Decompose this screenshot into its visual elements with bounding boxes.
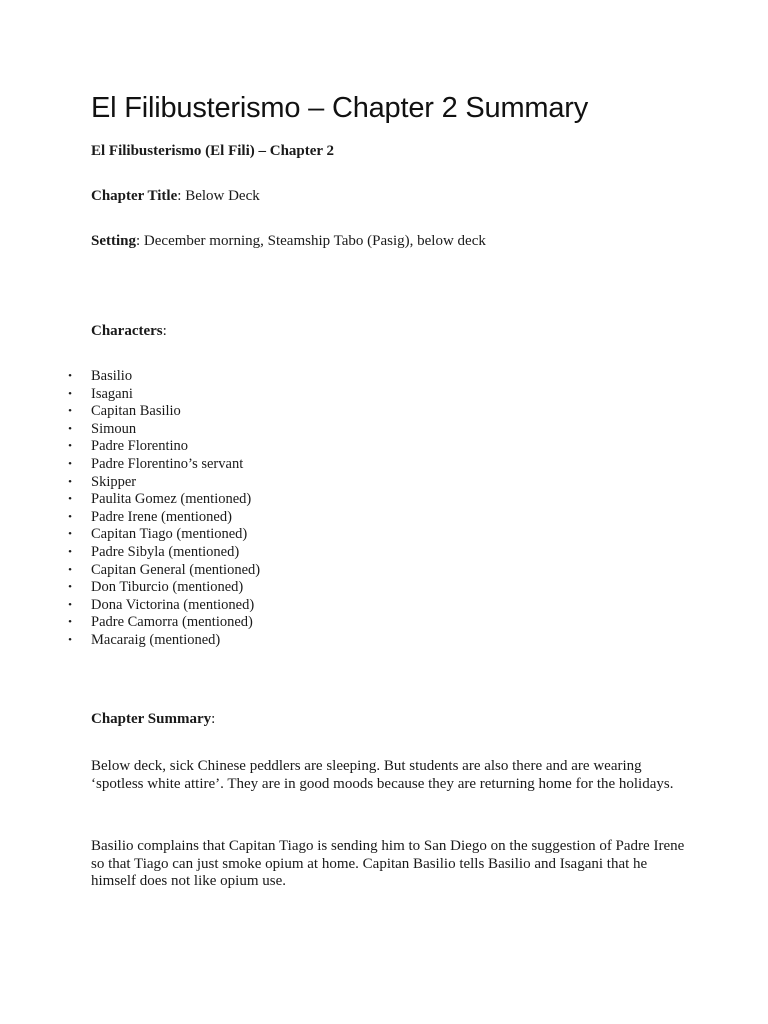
list-item [67, 403, 260, 421]
summary-paragraph: Below deck, sick Chinese peddlers are sleeping. But students are also there and are wearing ‘spotless white attire’. They are in good moods because they are returning home for the holidays. [91, 758, 674, 792]
list-item-text: Macaraig (mentioned) [91, 631, 221, 648]
bullet-icon: • [68, 457, 72, 470]
bullet-icon: • [68, 405, 72, 418]
summary-heading [91, 711, 215, 728]
setting-label: Setting [91, 233, 136, 249]
list-item [67, 526, 260, 544]
bullet-icon: • [68, 370, 72, 382]
list-item [67, 544, 260, 562]
bullet-icon: • [68, 598, 72, 611]
characters-heading [91, 323, 167, 340]
list-item-text: Padre Florentino’s servant [91, 455, 244, 472]
summary-paragraph: Basilio complains that Capitan Tiago is sending him to San Diego on the suggestion of Padre Irene so that Tiago can just smoke opium at home. Capitan Basilio tells Basilio and Isagani that he himself does not like opium use. [91, 838, 685, 890]
list-item [67, 579, 260, 597]
list-item [67, 368, 260, 386]
list-item-text: Dona Victorina (mentioned) [91, 596, 255, 613]
list-item [67, 632, 260, 650]
bullet-icon: • [68, 528, 72, 541]
setting-value: December morning, Steamship Tabo (Pasig), below deck [143, 233, 486, 249]
bullet-icon: • [68, 475, 72, 488]
document-subtitle: El Filibusterismo (El Fili) – Chapter 2 [91, 143, 335, 159]
bullet-icon: • [68, 387, 72, 400]
list-item-text: Capitan General (mentioned) [91, 561, 261, 578]
bullet-icon: • [68, 581, 72, 594]
chapter-title-line [91, 188, 260, 205]
document-title: El Filibusterismo – Chapter 2 Summary [91, 92, 589, 124]
list-item-text: Paulita Gomez (mentioned) [91, 491, 252, 508]
list-item [67, 509, 260, 527]
chapter-title-value: Below Deck [185, 188, 260, 204]
chapter-title-label: Chapter Title [91, 188, 178, 204]
list-item-text: Isagani [91, 385, 133, 402]
bullet-icon: • [68, 422, 72, 435]
list-item-text: Padre Irene (mentioned) [91, 508, 232, 525]
list-item [67, 562, 260, 580]
summary-heading-suffix: : [211, 711, 216, 727]
list-item-text: Padre Camorra (mentioned) [91, 614, 253, 631]
bullet-icon: • [68, 510, 72, 523]
list-item [67, 474, 260, 492]
characters-heading-label: Characters [91, 323, 163, 339]
summary-heading-label: Chapter Summary [91, 711, 212, 727]
characters-list [67, 368, 260, 650]
list-item [67, 491, 260, 509]
list-item-text: Simoun [91, 420, 137, 437]
list-item [67, 614, 260, 632]
list-item-text: Capitan Basilio [91, 403, 181, 420]
bullet-icon: • [68, 616, 72, 629]
list-item-text: Padre Florentino [91, 438, 189, 455]
list-item-text: Capitan Tiago (mentioned) [91, 526, 248, 543]
bullet-icon: • [68, 563, 72, 576]
list-item [67, 438, 260, 456]
chapter-title-separator: : [177, 188, 186, 204]
bullet-icon: • [68, 633, 72, 646]
list-item [67, 456, 260, 474]
list-item [67, 597, 260, 615]
list-item-text: Padre Sibyla (mentioned) [91, 543, 240, 560]
bullet-icon: • [68, 545, 72, 558]
list-item-text: Skipper [91, 473, 137, 490]
list-item-text: Don Tiburcio (mentioned) [91, 579, 244, 596]
characters-heading-suffix: : [162, 323, 167, 339]
list-item [67, 421, 260, 439]
list-item-text: Basilio [91, 368, 133, 384]
bullet-icon: • [68, 493, 72, 506]
setting-separator: : [136, 233, 144, 249]
bullet-icon: • [68, 440, 72, 453]
setting-line [91, 233, 486, 250]
list-item [67, 386, 260, 404]
